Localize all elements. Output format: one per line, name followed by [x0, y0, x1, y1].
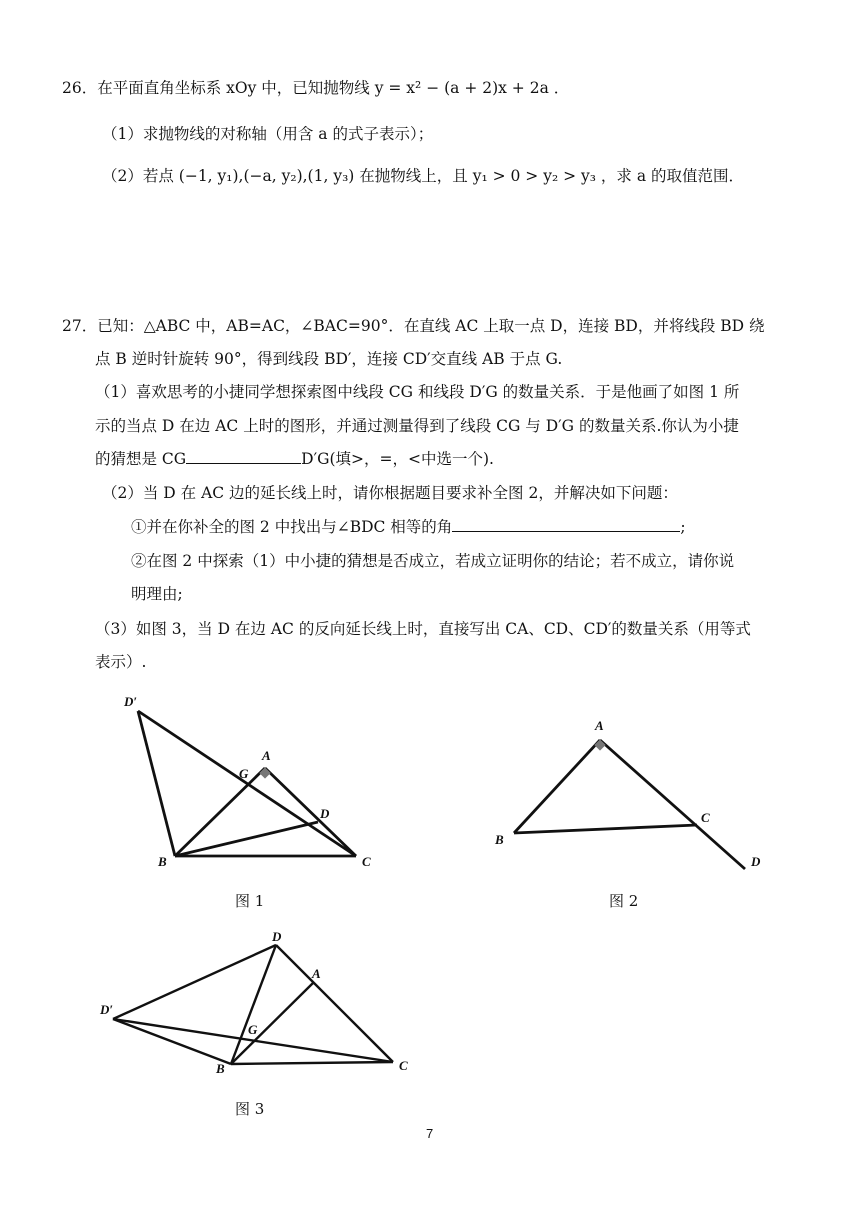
q27-line7-suffix: ;: [680, 518, 686, 536]
q26-line3: （2）若点 (−1, y₁),(−a, y₂),(1, y₃) 在抛物线上，且 y₁ > 0 > y₂ > y₃ ，求 a 的取值范围．: [102, 167, 745, 185]
label-D: D: [272, 929, 282, 944]
q27-line11: 表示）.: [95, 653, 147, 671]
label-A: A: [595, 718, 604, 733]
segment-D1B: [113, 1019, 231, 1064]
label-D1: D′: [124, 694, 138, 709]
q27-line8: ②在图 2 中探索（1）中小捷的猜想是否成立，若成立证明你的结论；若不成立，请你说: [131, 552, 735, 570]
label-C: C: [362, 854, 371, 869]
page-number: 7: [426, 1126, 434, 1141]
q26-line1: 26．在平面直角坐标系 xOy 中，已知抛物线 y = x² − (a + 2)x + 2a ．: [62, 79, 570, 97]
label-D: D: [320, 806, 330, 821]
label-A: A: [262, 748, 271, 763]
q27-line6: （2）当 D 在 AC 边的延长线上时，请你根据题目要求补全图 2，并解决如下问题：: [102, 484, 678, 502]
q27-line10: （3）如图 3，当 D 在边 AC 的反向延长线上时，直接写出 CA、CD、CD′的数量关系（用等式: [95, 620, 751, 638]
label-D1: D′: [100, 1002, 114, 1017]
figure-2-caption: 图 2: [609, 892, 639, 910]
label-G: G: [248, 1022, 258, 1037]
q27-line1: 27．已知：△ABC 中，AB=AC，∠BAC=90°．在直线 AC 上取一点 D，连接 BD，并将线段 BD 绕: [62, 317, 765, 335]
label-B: B: [495, 832, 504, 847]
q27-line9: 明理由;: [131, 585, 183, 603]
label-G: G: [239, 766, 249, 781]
segment-BC: [231, 1062, 393, 1064]
label-B: B: [158, 854, 167, 869]
segment-BA: [231, 983, 313, 1064]
label-B: B: [216, 1061, 225, 1076]
q27-line4: 示的当点 D 在边 AC 上时的图形，并通过测量得到了线段 CG 与 D′G 的数量关系.你认为小捷: [95, 417, 739, 435]
label-A: A: [312, 966, 321, 981]
figure-3-caption: 图 3: [235, 1100, 265, 1118]
q26-line2: （1）求抛物线的对称轴（用含 a 的式子表示）；: [102, 125, 434, 143]
q27-line2: 点 B 逆时针旋转 90°，得到线段 BD′，连接 CD′交直线 AB 于点 G.: [95, 350, 563, 368]
label-C: C: [701, 810, 710, 825]
q27-line5-suffix: D′G(填>，=，<中选一个).: [301, 450, 494, 468]
q27-line3: （1）喜欢思考的小捷同学想探索图中线段 CG 和线段 D′G 的数量关系．于是他画了如图 1 所: [95, 383, 740, 401]
q27-line7-prefix: ①并在你补全的图 2 中找出与∠BDC 相等的角: [131, 518, 453, 536]
label-D: D: [751, 854, 761, 869]
label-C: C: [399, 1058, 408, 1073]
q27-line5-prefix: 的猜想是 CG: [95, 450, 187, 468]
figure-1-caption: 图 1: [235, 892, 265, 910]
